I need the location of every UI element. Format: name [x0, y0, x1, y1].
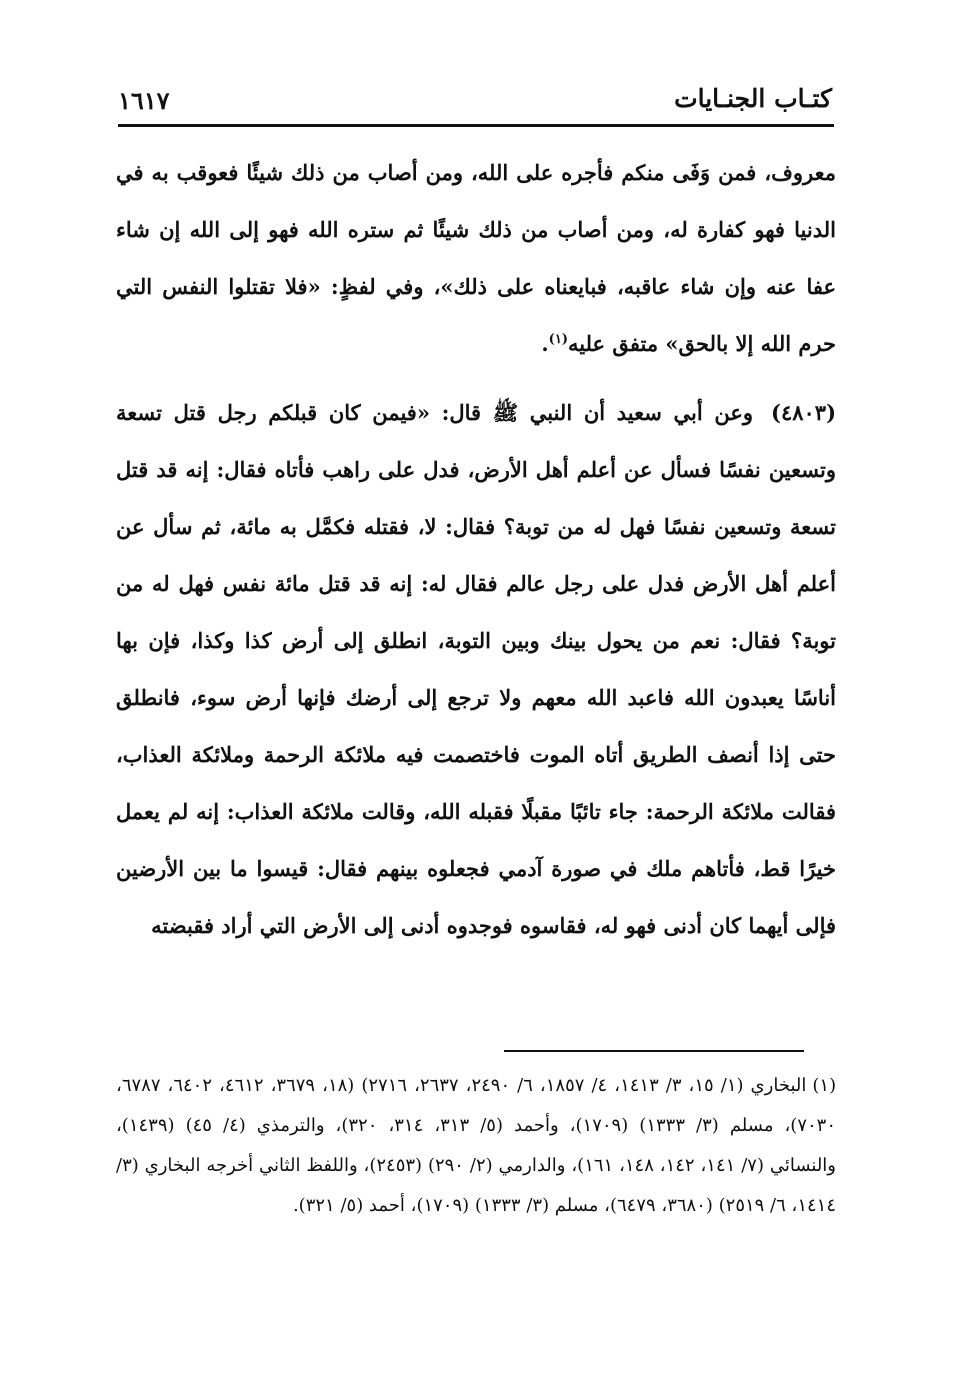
- footnote-reference[interactable]: (١): [548, 332, 568, 347]
- page-header: [118, 84, 832, 126]
- footnote-number: (١): [812, 1075, 837, 1096]
- hadith-number: (٤٨٠٣): [771, 400, 836, 425]
- paragraph-text: معروف، فمن وَفَى منكم فأجره على الله، ومن أصاب من ذلك شيئًا فعوقب به في الدنيا فهو كفارة له، ومن أصاب من ذلك شيئًا ثم ستره الله فهو إلى الله إن شاء عفا عنه وإن شاء عاقبه، فبايعناه على ذلك»، وفي لفظٍ: «فلا تقتلوا النفس التي حرم الله إلا بالحق» متفق عليه: [116, 160, 836, 356]
- header-rule: [118, 124, 834, 127]
- chapter-title: كتـاب الجنـايات: [674, 84, 832, 113]
- footnote: [116, 1066, 836, 1226]
- footnote-separator: [504, 1050, 804, 1052]
- paragraph-hadith: [116, 384, 836, 954]
- paragraph-text: وعن أبي سعيد أن النبي ﷺ قال: «فيمن كان قبلكم رجل قتل تسعة وتسعين نفسًا فسأل عن أعلم أهل الأرض، فدل على راهب فأتاه فقال: إنه قد قتل تسعة وتسعين نفسًا فهل له من توبة؟ فقال: لا، فقتله فكمَّل به مائة، ثم سأل عن أعلم أهل الأرض فدل على رجل عالم فقال له: إنه قد قتل مائة نفس فهل له من توبة؟ فقال: نعم من يحول بينك وبين التوبة، انطلق إلى أرض كذا وكذا، فإن بها أناسًا يعبدون الله فاعبد الله معهم ولا ترجع إلى أرضك فإنها أرض سوء، فانطلق حتى إذا أنصف الطريق أتاه الموت فاختصمت فيه ملائكة الرحمة وملائكة العذاب، فقالت ملائكة الرحمة: جاء تائبًا مقبلًا فقبله الله، وقالت ملائكة العذاب: إنه لم يعمل خيرًا قط، فأتاهم ملك في صورة آدمي فجعلوه بينهم فقال: قيسوا ما بين الأرضين فإلى أيهما كان أدنى فهو له، فقاسوه فوجدوه أدنى إلى الأرض التي أراد فقبضته: [116, 400, 836, 938]
- main-text: [116, 144, 836, 954]
- page-number: ١٦١٧: [118, 86, 170, 115]
- paragraph-tail: .: [541, 331, 549, 356]
- paragraph-continuation: [116, 144, 836, 372]
- footnote-text: البخاري (١/ ١٥، ٣/ ١٤١٣، ٤/ ١٨٥٧، ٦/ ٢٤٩٠، ٢٦٣٧، ٢٧١٦) (١٨، ٣٦٧٩، ٤٦١٢، ٦٤٠٢، ٦٧٨٧، ٧٠٣٠)، مسلم (٣/ ١٣٣٣) (١٧٠٩)، وأحمد (٥/ ٣١٣، ٣١٤، ٣٢٠)، والترمذي (٤/ ٤٥) (١٤٣٩)، والنسائي (٧/ ١٤١، ١٤٢، ١٤٨، ١٦١)، والدارمي (٢/ ٢٩٠) (٢٤٥٣)، واللفظ الثاني أخرجه البخاري (٣/ ١٤١٤، ٦/ ٢٥١٩) (٣٦٨٠، ٦٤٧٩)، مسلم (٣/ ١٣٣٣) (١٧٠٩)، أحمد (٥/ ٣٢١).: [116, 1075, 837, 1216]
